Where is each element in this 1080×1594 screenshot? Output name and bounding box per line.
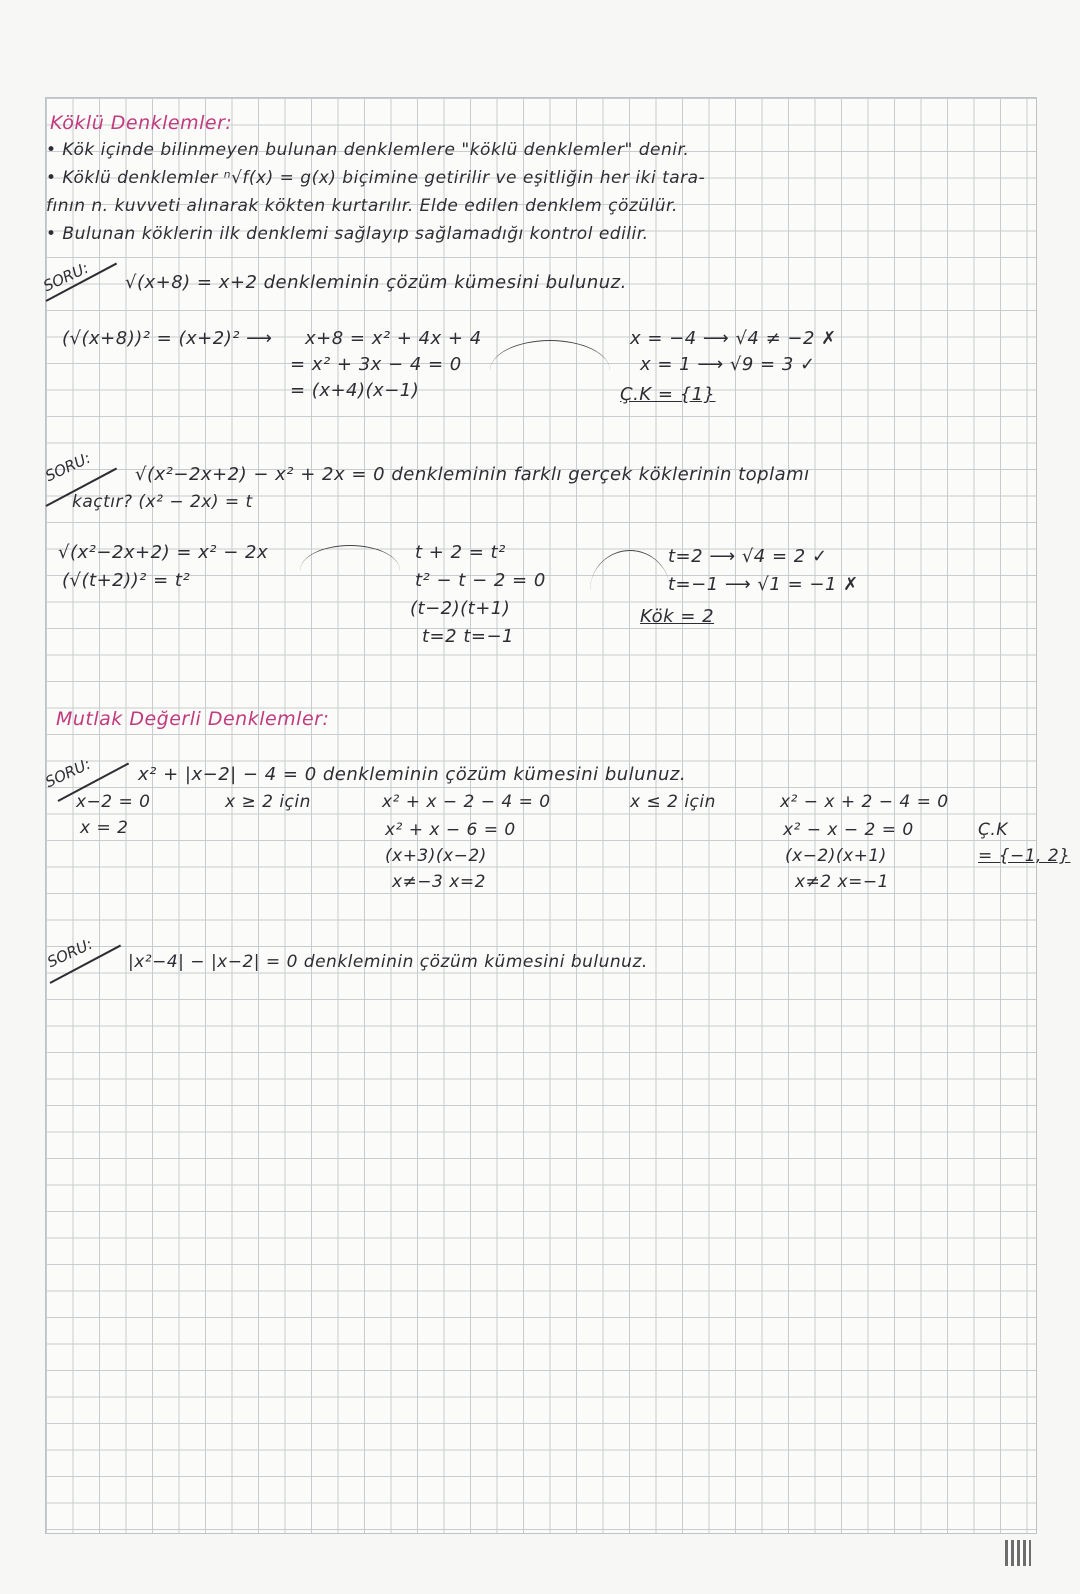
q2-mid: (t−2)(t+1) [410, 598, 511, 619]
q2-mid: t² − t − 2 = 0 [415, 570, 546, 591]
q3-case2: x² − x + 2 − 4 = 0 [780, 792, 949, 812]
q2-question-2: kaçtır? (x² − 2x) = t [72, 492, 253, 512]
q4-question: |x²−4| − |x−2| = 0 denkleminin çözüm kümesini bulunuz. [128, 952, 648, 972]
q1-step2-line: = (x+4)(x−1) [290, 380, 420, 401]
soru-label: SORU: [40, 258, 92, 296]
q3-case1: (x+3)(x−2) [385, 846, 487, 866]
q2-left: (√(t+2))² = t² [62, 570, 191, 591]
bullet-3: fının n. kuvveti alınarak kökten kurtarılır. Elde edilen denklem çözülür. [46, 196, 678, 216]
q3-case2: x² − x − 2 = 0 [783, 820, 914, 840]
section-title-koklu: Köklü Denklemler: [50, 112, 233, 134]
q1-step1: (√(x+8))² = (x+2)² ⟶ [62, 328, 273, 349]
qr-code-icon [1005, 1540, 1031, 1566]
q1-step2-line: x+8 = x² + 4x + 4 [305, 328, 482, 349]
arrow-icon [490, 340, 610, 401]
q3-case2: (x−2)(x+1) [785, 846, 887, 866]
bullet-2: • Köklü denklemler ⁿ√f(x) = g(x) biçimine getirilir ve eşitliğin her iki tara- [46, 168, 706, 188]
q1-answer: Ç.K = {1} [620, 384, 716, 405]
soru-label: SORU: [44, 934, 96, 972]
q3-question: x² + |x−2| − 4 = 0 denkleminin çözüm kümesini bulunuz. [138, 764, 687, 785]
q2-check: t=2 ⟶ √4 = 2 ✓ [668, 546, 828, 567]
q2-mid: t + 2 = t² [415, 542, 506, 563]
q3-case2: x≠2 x=−1 [795, 872, 889, 892]
q3-case1: x² + x − 2 − 4 = 0 [382, 792, 551, 812]
q3-case1: x≠−3 x=2 [392, 872, 486, 892]
q2-mid: t=2 t=−1 [422, 626, 514, 647]
soru-label: SORU: [42, 448, 94, 486]
q3-left: x−2 = 0 [76, 792, 151, 812]
q3-case2-label: x ≤ 2 için [630, 792, 716, 812]
section-title-mutlak: Mutlak Değerli Denklemler: [56, 708, 330, 730]
q1-question: √(x+8) = x+2 denkleminin çözüm kümesini bulunuz. [125, 272, 627, 293]
arrow-icon [300, 545, 400, 596]
q1-check: x = −4 ⟶ √4 ≠ −2 ✗ [630, 328, 837, 349]
q2-left: √(x²−2x+2) = x² − 2x [58, 542, 269, 563]
q3-answer: Ç.K [978, 820, 1008, 840]
q1-step2-line: = x² + 3x − 4 = 0 [290, 354, 462, 375]
q1-check: x = 1 ⟶ √9 = 3 ✓ [640, 354, 816, 375]
bullet-4: • Bulunan köklerin ilk denklemi sağlayıp sağlamadığı kontrol edilir. [46, 224, 649, 244]
bullet-1: • Kök içinde bilinmeyen bulunan denklemlere "köklü denklemler" denir. [46, 140, 690, 160]
q2-question: √(x²−2x+2) − x² + 2x = 0 denkleminin farklı gerçek köklerinin toplamı [135, 464, 810, 485]
q3-case1: x² + x − 6 = 0 [385, 820, 516, 840]
q3-left: x = 2 [80, 818, 129, 838]
q2-answer: Kök = 2 [640, 606, 715, 627]
q2-check: t=−1 ⟶ √1 = −1 ✗ [668, 574, 859, 595]
soru-label: SORU: [42, 754, 94, 792]
q3-answer: = {−1, 2} [978, 846, 1071, 866]
grid-paper [45, 97, 1037, 1534]
q3-case1-label: x ≥ 2 için [225, 792, 311, 812]
